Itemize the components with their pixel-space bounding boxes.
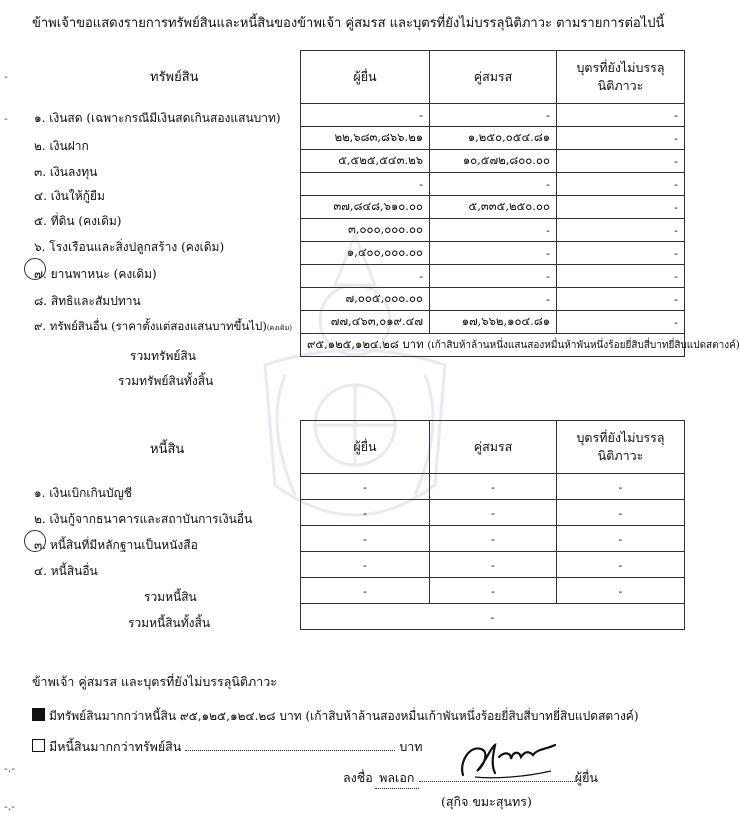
assets-total-filer: ๗๗,๔๖๓,๐๑๙.๔๗: [301, 311, 430, 334]
assets-grand-words: (เก้าสิบห้าล้านหนึ่งแสนสองหมื่นห้าพันหนึ่งร้อยยี่สิบสี่บาทยี่สิบแปดสตางค์): [427, 340, 740, 351]
asset-filer-cell: -: [301, 104, 430, 127]
liab-col-filer: ผู้ยื่น: [301, 421, 430, 474]
sign-role: ผู้ยื่น: [574, 770, 598, 785]
assets-total-child: -: [557, 311, 685, 334]
liab-grand-value: -: [301, 604, 685, 630]
asset-spouse-cell: ๑๐,๕๗๒,๘๐๐.๐๐: [430, 150, 557, 173]
annotation-circle: [24, 258, 46, 280]
assets-grand-total-cell: [301, 334, 740, 357]
asset-child-cell: -: [557, 127, 685, 150]
asset-label: ๖. โรงเรือนและสิ่งปลูกสร้าง (คงเดิม): [34, 240, 225, 254]
liab-grand-label: รวมหนี้สินทั้งสิ้น: [128, 616, 211, 630]
handwritten-signature-icon: [455, 733, 565, 783]
asset-filer-cell: -: [301, 265, 430, 288]
asset-label: ๘. สิทธิและสัมปทาน: [34, 294, 141, 308]
asset-label: ๕. ที่ดิน (คงเดิม): [34, 214, 122, 228]
liab-label: ๒. เงินกู้จากธนาคารและสถาบันการเงินอื่น: [34, 512, 253, 526]
asset-filer-cell: ๗,๐๐๕,๐๐๐.๐๐: [301, 288, 430, 311]
assets-table: [300, 50, 740, 357]
asset-label: ๓. เงินลงทุน: [34, 165, 98, 179]
asset-child-cell: -: [557, 173, 685, 196]
asset-label: ๔. เงินให้กู้ยืม: [34, 189, 105, 203]
asset-filer-cell: ๓๗,๘๔๘,๖๑๐.๐๐: [301, 196, 430, 219]
liab-spouse-cell: -: [430, 474, 557, 500]
liab-child-cell: -: [557, 500, 685, 526]
liabilities-heading: หนี้สิน: [150, 442, 185, 457]
assets-total-spouse: ๑๗,๖๖๒,๑๐๔.๘๑: [430, 311, 557, 334]
assets-heading: ทรัพย์สิน: [150, 70, 199, 85]
asset-label: ๒. เงินฝาก: [34, 139, 89, 153]
option-liabilities-exceed[interactable]: [32, 737, 423, 757]
asset-label: ๗. ยานพาหนะ (คงเดิม): [34, 267, 157, 281]
asset-child-cell: -: [557, 219, 685, 242]
asset-spouse-cell: -: [430, 219, 557, 242]
asset-filer-cell: ๓,๐๐๐,๐๐๐.๐๐: [301, 219, 430, 242]
option-liabilities-exceed-label: มีหนี้สินมากกว่าทรัพย์สิน: [49, 739, 182, 754]
asset-filer-cell: ๒๒,๖๘๓,๘๖๖.๒๑: [301, 127, 430, 150]
margin-mark: -.-: [4, 800, 15, 813]
liab-filer-cell: -: [301, 474, 430, 500]
checkbox-unchecked-icon[interactable]: [32, 739, 45, 752]
liab-total-child: -: [557, 578, 685, 604]
liab-filer-cell: -: [301, 526, 430, 552]
liab-label: ๔. หนี้สินอื่น: [34, 564, 98, 578]
sign-rank: พลเอก: [375, 768, 419, 789]
asset-child-cell: -: [557, 242, 685, 265]
intro-text: ข้าพเจ้าขอแสดงรายการทรัพย์สินและหนี้สินของข้าพเจ้า คู่สมรส และบุตรที่ยังไม่บรรลุนิติภาวะ ตามรายการต่อไปนี้: [32, 16, 665, 31]
asset-child-cell: -: [557, 150, 685, 173]
asset-label: ๙. ทรัพย์สินอื่น (ราคาตั้งแต่สองแสนบาทขึ้นไป)(คงเดิม): [34, 319, 292, 333]
asset-child-cell: -: [557, 196, 685, 219]
asset-spouse-cell: -: [430, 173, 557, 196]
option-assets-exceed[interactable]: [32, 707, 639, 726]
assets-grand-value: ๙๕,๑๒๕,๑๒๔.๒๘ บาท: [307, 337, 424, 351]
liab-col-child: บุตรที่ยังไม่บรรลุนิติภาวะ: [557, 421, 685, 474]
margin-mark: -: [4, 112, 8, 125]
amount-blank-line: [185, 750, 395, 751]
asset-spouse-cell: -: [430, 242, 557, 265]
asset-spouse-cell: -: [430, 265, 557, 288]
asset-child-cell: -: [557, 104, 685, 127]
liab-child-cell: -: [557, 526, 685, 552]
liab-spouse-cell: -: [430, 526, 557, 552]
option-assets-exceed-label: มีทรัพย์สินมากกว่าหนี้สิน ๙๕,๑๒๕,๑๒๔.๒๘ บาท (เก้าสิบห้าล้านสองหมื่นเก้าพันหนึ่งร้อยยี่สิบสี่บาทยี่สิบแปดสตางค์): [49, 709, 639, 723]
margin-mark: -.-: [4, 762, 15, 775]
asset-spouse-cell: -: [430, 104, 557, 127]
asset-filer-cell: ๕,๕๒๕,๕๔๓.๒๖: [301, 150, 430, 173]
liab-child-cell: -: [557, 552, 685, 578]
checkbox-checked-icon[interactable]: [32, 708, 45, 721]
liab-total-spouse: -: [430, 578, 557, 604]
asset-child-cell: -: [557, 288, 685, 311]
asset-spouse-cell: -: [430, 288, 557, 311]
asset-spouse-cell: ๕,๓๓๕,๒๕๐.๐๐: [430, 196, 557, 219]
asset-filer-cell: ๑,๔๐๐,๐๐๐.๐๐: [301, 242, 430, 265]
assets-col-filer: ผู้ยื่น: [301, 51, 430, 104]
margin-mark: -: [4, 70, 8, 83]
liab-label: ๓. หนี้สินที่มีหลักฐานเป็นหนังสือ: [34, 538, 198, 552]
assets-col-spouse: คู่สมรส: [430, 51, 557, 104]
asset-spouse-cell: ๑,๒๕๐,๐๕๔.๘๑: [430, 127, 557, 150]
liab-label: ๑. เงินเบิกเกินบัญชี: [34, 486, 132, 500]
liab-child-cell: -: [557, 474, 685, 500]
liab-spouse-cell: -: [430, 552, 557, 578]
asset-filer-cell: -: [301, 173, 430, 196]
liab-col-spouse: คู่สมรส: [430, 421, 557, 474]
footer-statement: ข้าพเจ้า คู่สมรส และบุตรที่ยังไม่บรรลุนิติภาวะ: [32, 674, 278, 689]
liab-total-filer: -: [301, 578, 430, 604]
assets-total-label: รวมทรัพย์สิน: [130, 349, 196, 363]
annotation-circle: [24, 530, 46, 552]
asset-label: ๑. เงินสด (เฉพาะกรณีมีเงินสดเกินสองแสนบาท): [34, 111, 281, 125]
liab-filer-cell: -: [301, 552, 430, 578]
asset-child-cell: -: [557, 265, 685, 288]
liabilities-table: [300, 420, 685, 630]
sign-prefix: ลงชื่อ: [343, 770, 373, 785]
liab-filer-cell: -: [301, 500, 430, 526]
assets-grand-label: รวมทรัพย์สินทั้งสิ้น: [118, 374, 214, 388]
option-liabilities-unit: บาท: [399, 739, 423, 754]
liab-total-label: รวมหนี้สิน: [144, 590, 197, 604]
assets-col-child: บุตรที่ยังไม่บรรลุนิติภาวะ: [557, 51, 685, 104]
liab-spouse-cell: -: [430, 500, 557, 526]
signer-name: (สุกิจ ขมะสุนทร): [441, 794, 532, 809]
